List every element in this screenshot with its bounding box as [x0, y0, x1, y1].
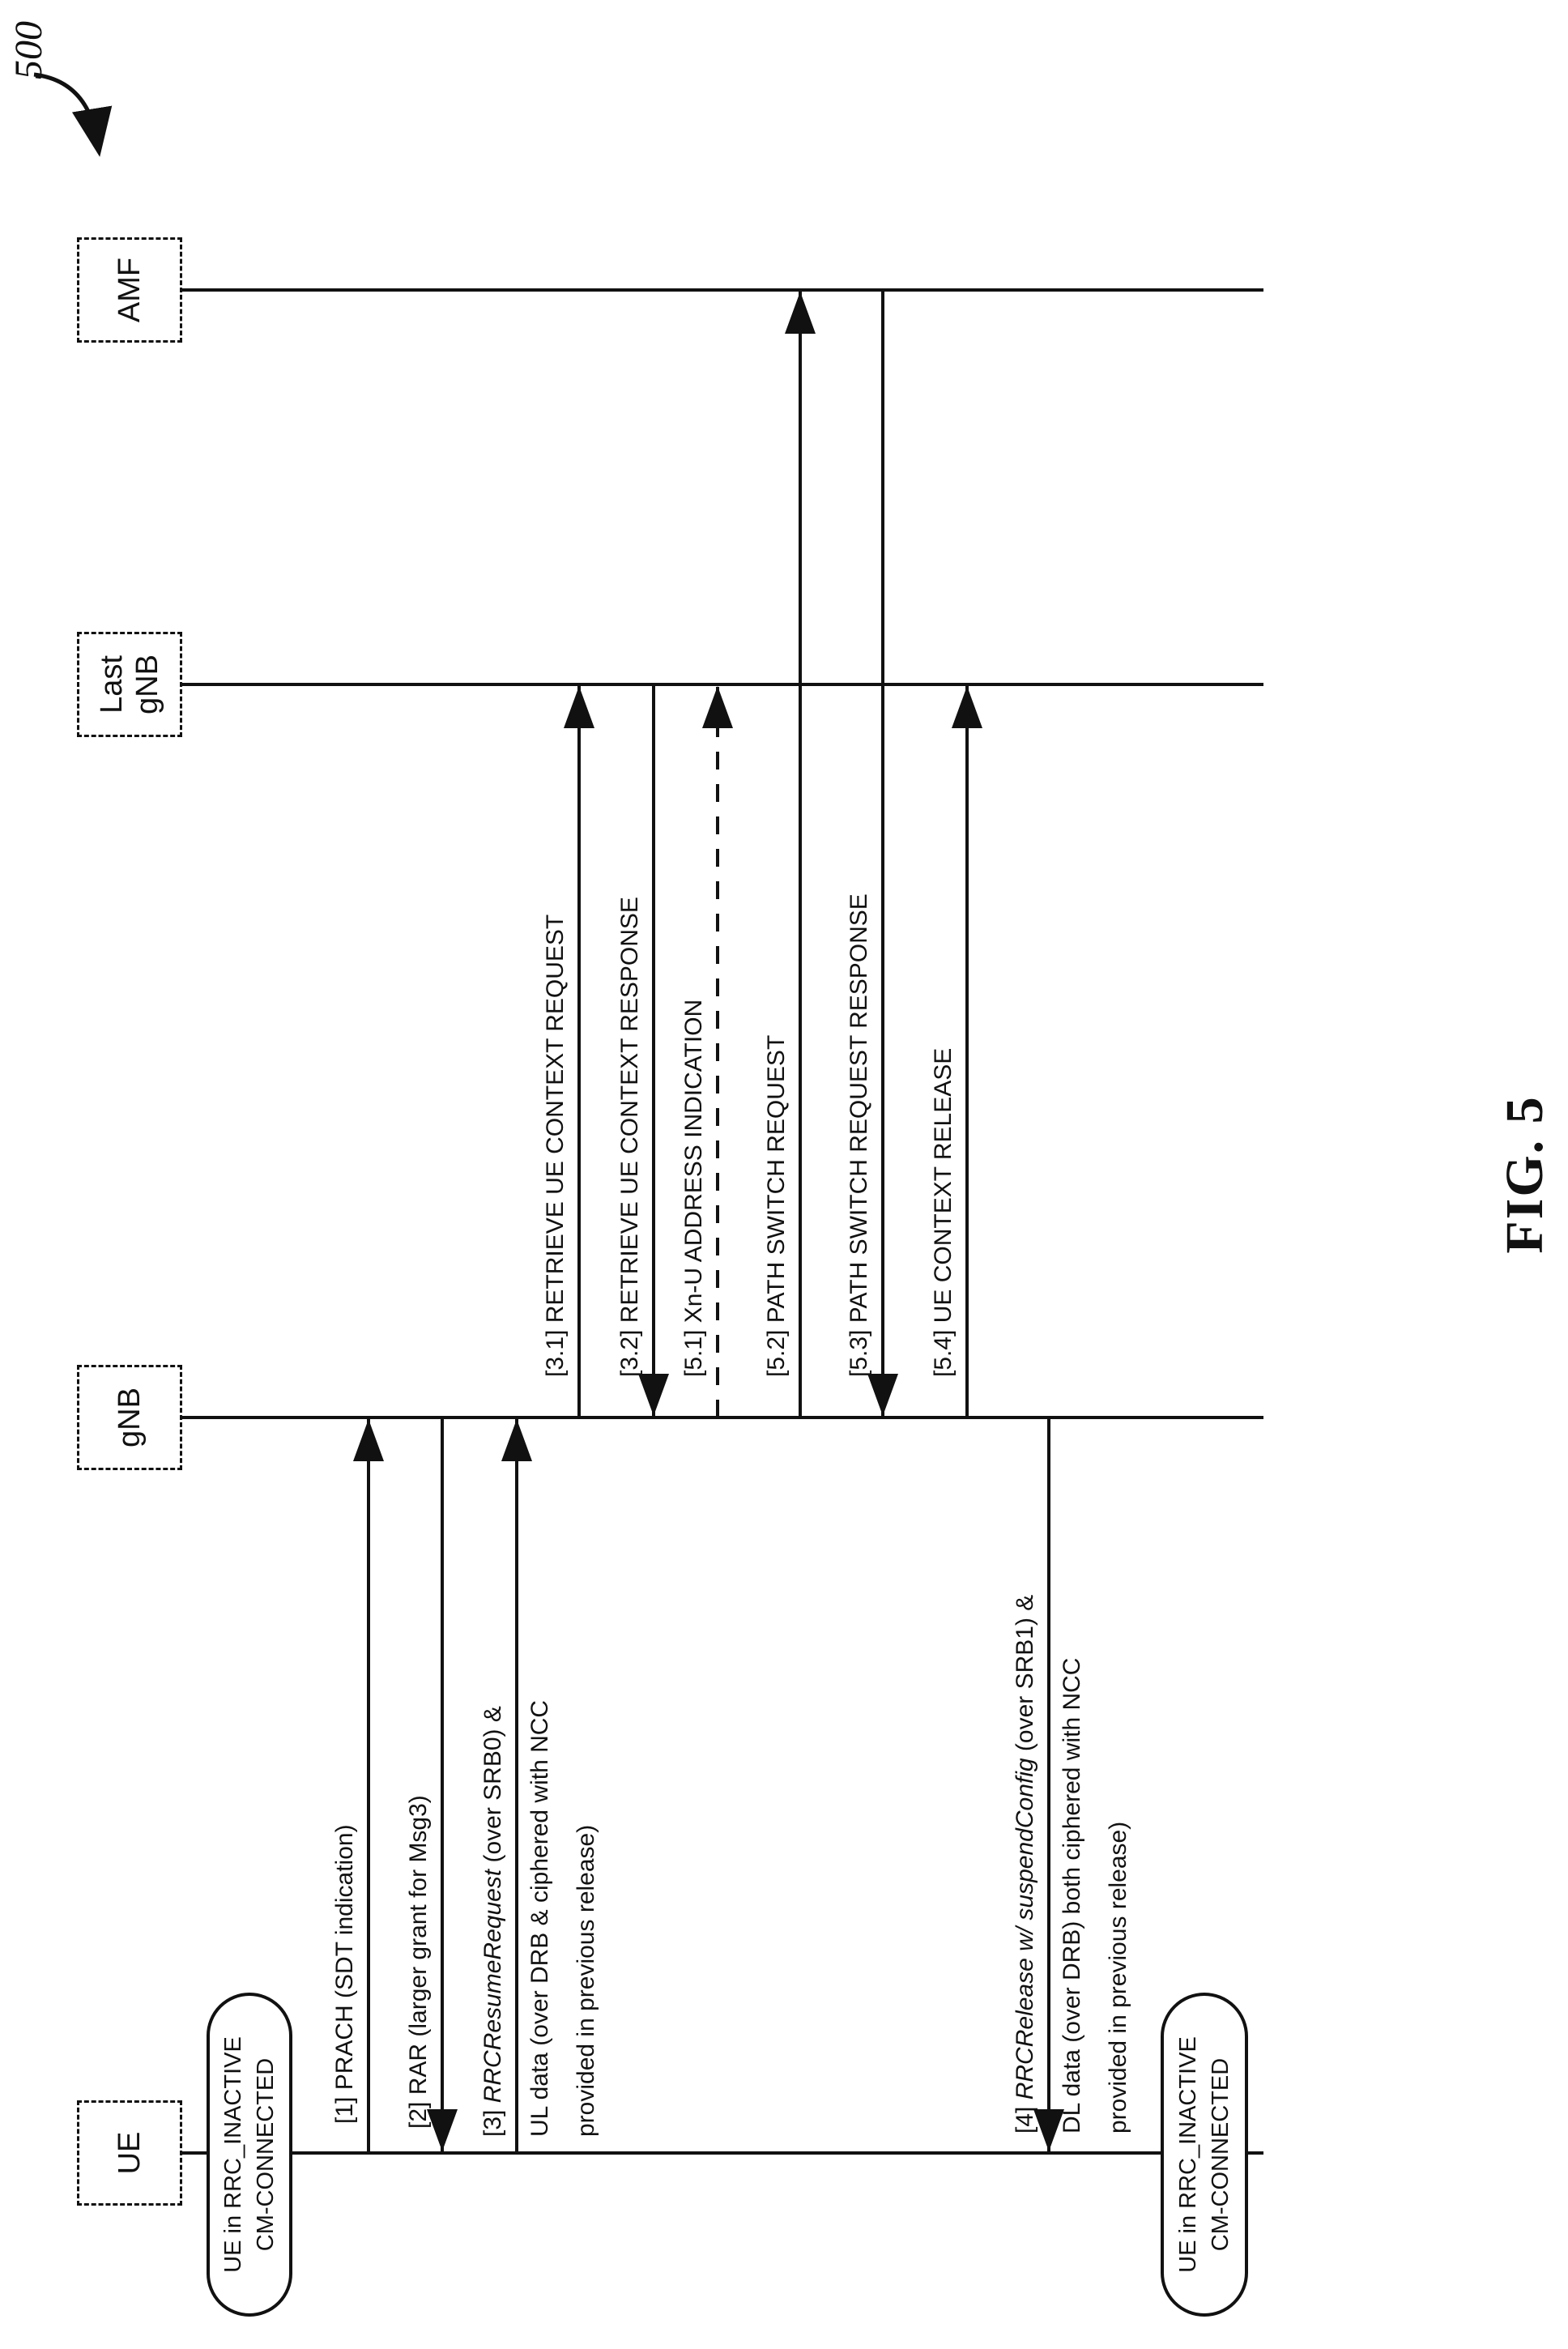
state-bubble-text: CM-CONNECTED — [1208, 2057, 1234, 2252]
entity-label-gnb: gNB — [113, 1388, 147, 1447]
message-label-3-line3 — [573, 1825, 600, 2137]
message-label-text: [3] — [479, 2103, 506, 2137]
message-label-text: RRCResumeRequest — [479, 1869, 506, 2104]
message-arrowhead-5.3 — [867, 1374, 898, 1416]
entity-box-amf — [77, 237, 182, 343]
message-arrowhead-3 — [501, 1419, 532, 1461]
state-bubble-text: UE in RRC_INACTIVE — [1175, 2036, 1201, 2273]
message-label-text: [5.2] PATH SWITCH REQUEST — [763, 1034, 790, 1377]
message-label-4-line1 — [1012, 1595, 1039, 2134]
lifeline-ue — [182, 2151, 1263, 2155]
message-label-text: [5.4] UE CONTEXT RELEASE — [930, 1047, 957, 1377]
entity-label-amf: AMF — [113, 257, 147, 323]
message-label-4-line2 — [1059, 1658, 1086, 2134]
message-label-3-line2 — [526, 1700, 554, 2137]
message-arrow-5.1 — [716, 684, 719, 1418]
entity-box-ue — [77, 2100, 182, 2206]
message-arrow-3.2 — [652, 684, 655, 1418]
message-label-text: UL data (over DRB & ciphered with NCC — [526, 1699, 553, 2137]
message-label-4-line3 — [1105, 1822, 1132, 2134]
message-label-text: [3.2] RETRIEVE UE CONTEXT RESPONSE — [616, 897, 643, 1377]
message-arrow-1 — [367, 1418, 370, 2153]
message-label-3.1 — [542, 914, 569, 1377]
message-label-text: provided in previous release) — [573, 1824, 599, 2137]
message-arrowhead-1 — [353, 1419, 384, 1461]
message-arrow-3.1 — [577, 684, 581, 1418]
message-arrow-3 — [515, 1418, 518, 2153]
message-label-text: (over SRB0) & — [479, 1706, 506, 1869]
entity-box-gnb — [77, 1365, 182, 1470]
message-label-text: [2] RAR (larger grant for Msg3) — [405, 1795, 432, 2129]
message-label-text: [1] PRACH (SDT indication) — [331, 1824, 358, 2124]
message-arrow-2 — [441, 1418, 444, 2153]
message-label-text: provided in previous release) — [1105, 1821, 1131, 2134]
reference-leader-arrow-icon — [24, 49, 121, 178]
message-label-5.2 — [763, 1035, 790, 1377]
message-label-text: RRCRelease w/ suspendConfig — [1012, 1758, 1038, 2100]
state-bubble-text: UE in RRC_INACTIVE — [220, 2036, 246, 2273]
message-arrowhead-5.1 — [702, 686, 733, 728]
state-bubble-text: CM-CONNECTED — [253, 2057, 279, 2252]
message-label-1 — [331, 1824, 359, 2124]
message-arrow-4 — [1047, 1418, 1050, 2153]
message-label-2 — [405, 1795, 432, 2129]
lifeline-gnb — [182, 1416, 1263, 1419]
message-label-text: [5.3] PATH SWITCH REQUEST RESPONSE — [846, 893, 872, 1377]
message-label-text: DL data (over DRB) both ciphered with NCC — [1059, 1657, 1085, 2134]
state-bubble-ue-state-end — [1161, 1993, 1248, 2317]
lifeline-amf — [182, 288, 1263, 292]
message-arrow-5.3 — [881, 290, 884, 1418]
figure-reference-number: 500 — [7, 21, 50, 79]
message-arrowhead-5.4 — [952, 686, 982, 728]
state-bubble-ue-state-start — [207, 1993, 292, 2317]
message-label-5.3 — [846, 893, 873, 1377]
message-label-text: [4] — [1012, 2100, 1038, 2134]
message-label-5.1 — [680, 1000, 708, 1377]
message-arrowhead-5.2 — [785, 292, 816, 334]
message-label-text: (over SRB1) & — [1012, 1594, 1038, 1759]
message-label-5.4 — [930, 1048, 957, 1377]
entity-label-ue: UE — [113, 2131, 147, 2175]
message-label-text: [5.1] Xn-U ADDRESS INDICATION — [680, 999, 707, 1377]
message-label-text: [3.1] RETRIEVE UE CONTEXT REQUEST — [542, 914, 569, 1377]
message-arrow-5.4 — [965, 684, 969, 1418]
message-arrow-5.2 — [799, 290, 802, 1418]
entity-box-last-gnb — [77, 632, 182, 737]
entity-label-last-gnb: Last gNB — [95, 654, 164, 714]
message-label-3-line1 — [479, 1706, 507, 2137]
message-label-3.2 — [616, 897, 644, 1377]
figure-caption: FIG. 5 — [1495, 1095, 1554, 1254]
message-arrowhead-3.1 — [564, 686, 594, 728]
message-arrowhead-3.2 — [638, 1374, 669, 1416]
